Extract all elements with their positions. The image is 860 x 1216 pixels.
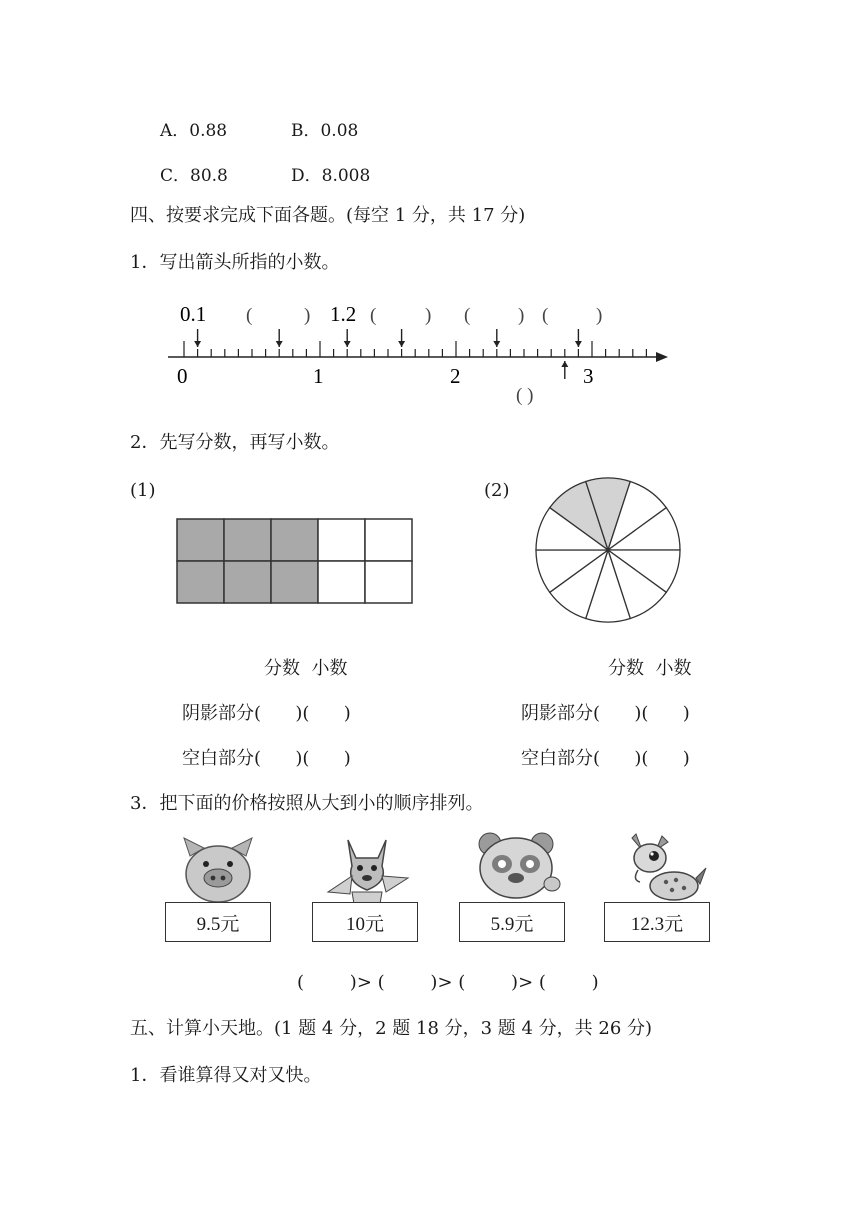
- nl-label-1.2: 1.2: [330, 302, 357, 326]
- number-line: [160, 295, 680, 410]
- grid-cell: [224, 561, 271, 603]
- nl-tick-3: 3: [583, 364, 594, 388]
- part-1-label: (1): [130, 480, 156, 501]
- nl-paren-close-2: ): [425, 305, 432, 326]
- nl-arrowhead: [276, 341, 283, 347]
- price-tag-deer: 12.3元: [604, 902, 710, 942]
- wolf-icon: [322, 832, 412, 904]
- option-b: B．0.08: [291, 121, 359, 141]
- deer-icon: [616, 828, 712, 906]
- grid-cell: [365, 561, 412, 603]
- grid-cell: [318, 561, 365, 603]
- nl-tick-1: 1: [313, 364, 324, 388]
- nl-tick-2: 2: [450, 364, 461, 388]
- nl-paren-open-2: (: [370, 305, 377, 326]
- header-row-2: 分数 小数: [608, 658, 692, 679]
- nl-arrowhead: [575, 341, 582, 347]
- nl-arrowhead: [194, 341, 201, 347]
- pig-icon: [176, 834, 260, 904]
- order-line: ( )> ( )> ( )> ( ): [297, 972, 599, 993]
- shaded-row-1: 阴影部分( )( ): [182, 703, 351, 724]
- price-tag-panda: 5.9元: [459, 902, 565, 942]
- nl-paren-open-3: (: [464, 305, 471, 326]
- nl-label-0.1: 0.1: [180, 302, 207, 326]
- grid-cell: [177, 519, 224, 561]
- nl-arrowhead: [344, 341, 351, 347]
- part-2-label: (2): [484, 480, 510, 501]
- nl-arrowhead: [493, 341, 500, 347]
- header-row-1: 分数 小数: [264, 658, 348, 679]
- grid-cell: [271, 519, 318, 561]
- price-tag-wolf: 10元: [312, 902, 418, 942]
- grid-cell: [177, 561, 224, 603]
- nl-paren-close-1: ): [304, 305, 311, 326]
- nl-bottom-blank: ( ): [516, 385, 534, 406]
- nl-paren-close-3: ): [518, 305, 525, 326]
- section4-heading: 四、按要求完成下面各题。(每空 1 分，共 17 分): [130, 205, 526, 226]
- option-d: D．8.008: [291, 166, 371, 186]
- question-3: 3．把下面的价格按照从大到小的顺序排列。: [130, 793, 484, 814]
- section5-question-1: 1．看谁算得又对又快。: [130, 1065, 322, 1086]
- question-1: 1．写出箭头所指的小数。: [130, 252, 340, 273]
- shaded-grid: [176, 518, 416, 606]
- grid-cell: [318, 519, 365, 561]
- nl-tick-0: 0: [177, 364, 188, 388]
- nl-paren-open-1: (: [246, 305, 253, 326]
- option-a: A．0.88: [160, 121, 228, 141]
- nl-paren-open-4: (: [542, 305, 549, 326]
- section5-heading: 五、计算小天地。(1 题 4 分，2 题 18 分，3 题 4 分，共 26 分): [130, 1018, 653, 1039]
- option-c: C．80.8: [160, 166, 228, 186]
- grid-cell: [365, 519, 412, 561]
- blank-row-2: 空白部分( )( ): [521, 748, 690, 769]
- nl-arrowhead: [398, 341, 405, 347]
- blank-row-1: 空白部分( )( ): [182, 748, 351, 769]
- panda-icon: [468, 826, 564, 904]
- grid-cell: [224, 519, 271, 561]
- nl-paren-close-4: ): [596, 305, 603, 326]
- question-2: 2．先写分数，再写小数。: [130, 432, 340, 453]
- shaded-row-2: 阴影部分( )( ): [521, 703, 690, 724]
- nl-arrowhead: [561, 361, 568, 367]
- grid-cell: [271, 561, 318, 603]
- price-tag-pig: 9.5元: [165, 902, 271, 942]
- shaded-pie: [530, 473, 686, 629]
